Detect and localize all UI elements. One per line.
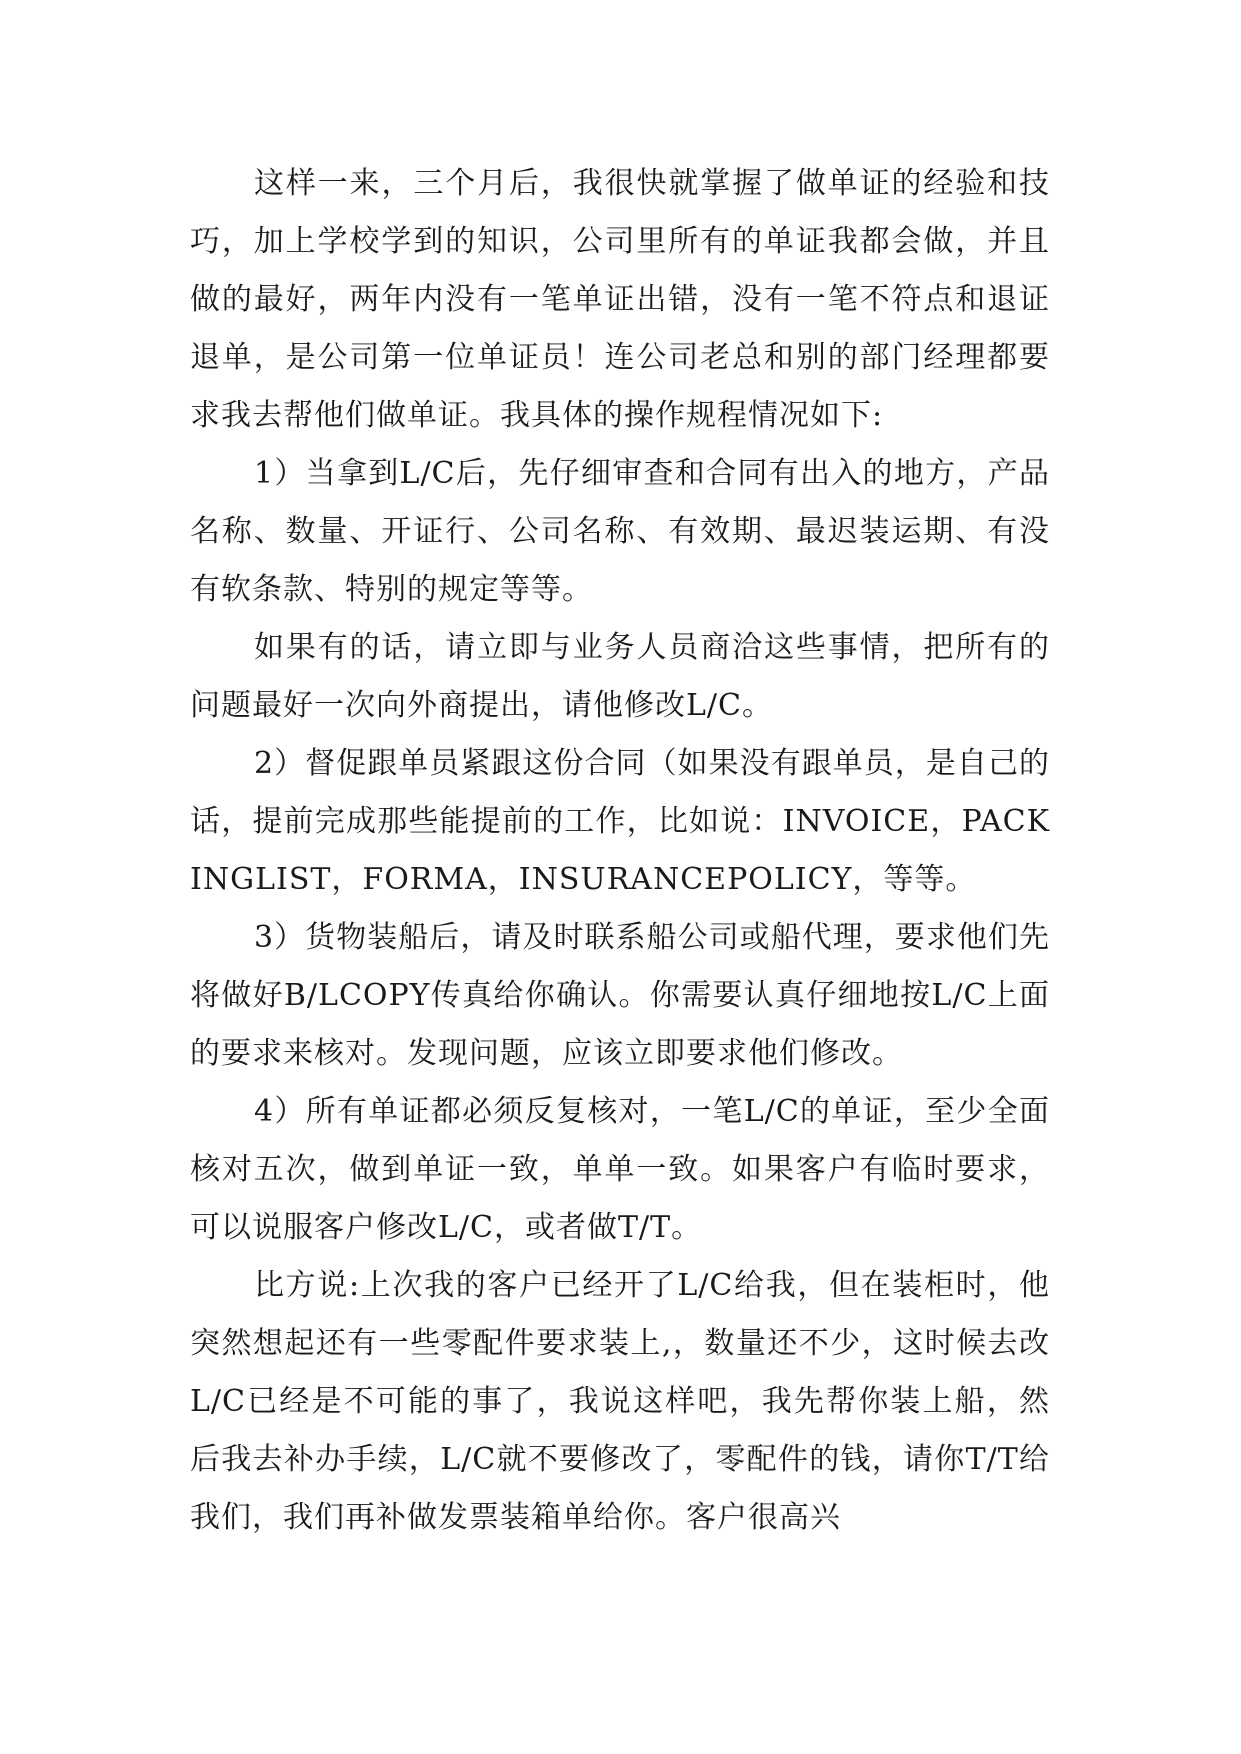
paragraph: 比方说:上次我的客户已经开了L/C给我，但在装柜时，他突然想起还有一些零配件要求装上,，数量还不少，这时候去改L/C已经是不可能的事了，我说这样吧，我先帮你装上船，然后我去补办手续，L/C就不要修改了，零配件的钱，请你T/T给我们，我们再补做发票装箱单给你。客户很高兴 (190, 1268, 1050, 1535)
paragraph: 1）当拿到L/C后，先仔细审查和合同有出入的地方，产品名称、数量、开证行、公司名称、有效期、最迟装运期、有没有软条款、特别的规定等等。 (190, 456, 1050, 607)
paragraph: 2）督促跟单员紧跟这份合同（如果没有跟单员，是自己的话，提前完成那些能提前的工作，比如说：INVOICE，PACKINGLIST，FORMA，INSURANCEPOLICY，等等。 (190, 746, 1050, 897)
paragraph: 3）货物装船后，请及时联系船公司或船代理，要求他们先将做好B/LCOPY传真给你确认。你需要认真仔细地按L/C上面的要求来核对。发现问题，应该立即要求他们修改。 (190, 920, 1050, 1071)
paragraph: 4）所有单证都必须反复核对，一笔L/C的单证，至少全面核对五次，做到单证一致，单单一致。如果客户有临时要求，可以说服客户修改L/C，或者做T/T。 (190, 1094, 1050, 1245)
paragraph: 这样一来，三个月后，我很快就掌握了做单证的经验和技巧，加上学校学到的知识，公司里所有的单证我都会做，并且做的最好，两年内没有一笔单证出错，没有一笔不符点和退证退单，是公司第一位单证员！连公司老总和别的部门经理都要求我去帮他们做单证。我具体的操作规程情况如下: (190, 166, 1050, 433)
document-body (190, 155, 1050, 1547)
paragraph: 如果有的话，请立即与业务人员商洽这些事情，把所有的问题最好一次向外商提出，请他修改L/C。 (190, 630, 1050, 723)
